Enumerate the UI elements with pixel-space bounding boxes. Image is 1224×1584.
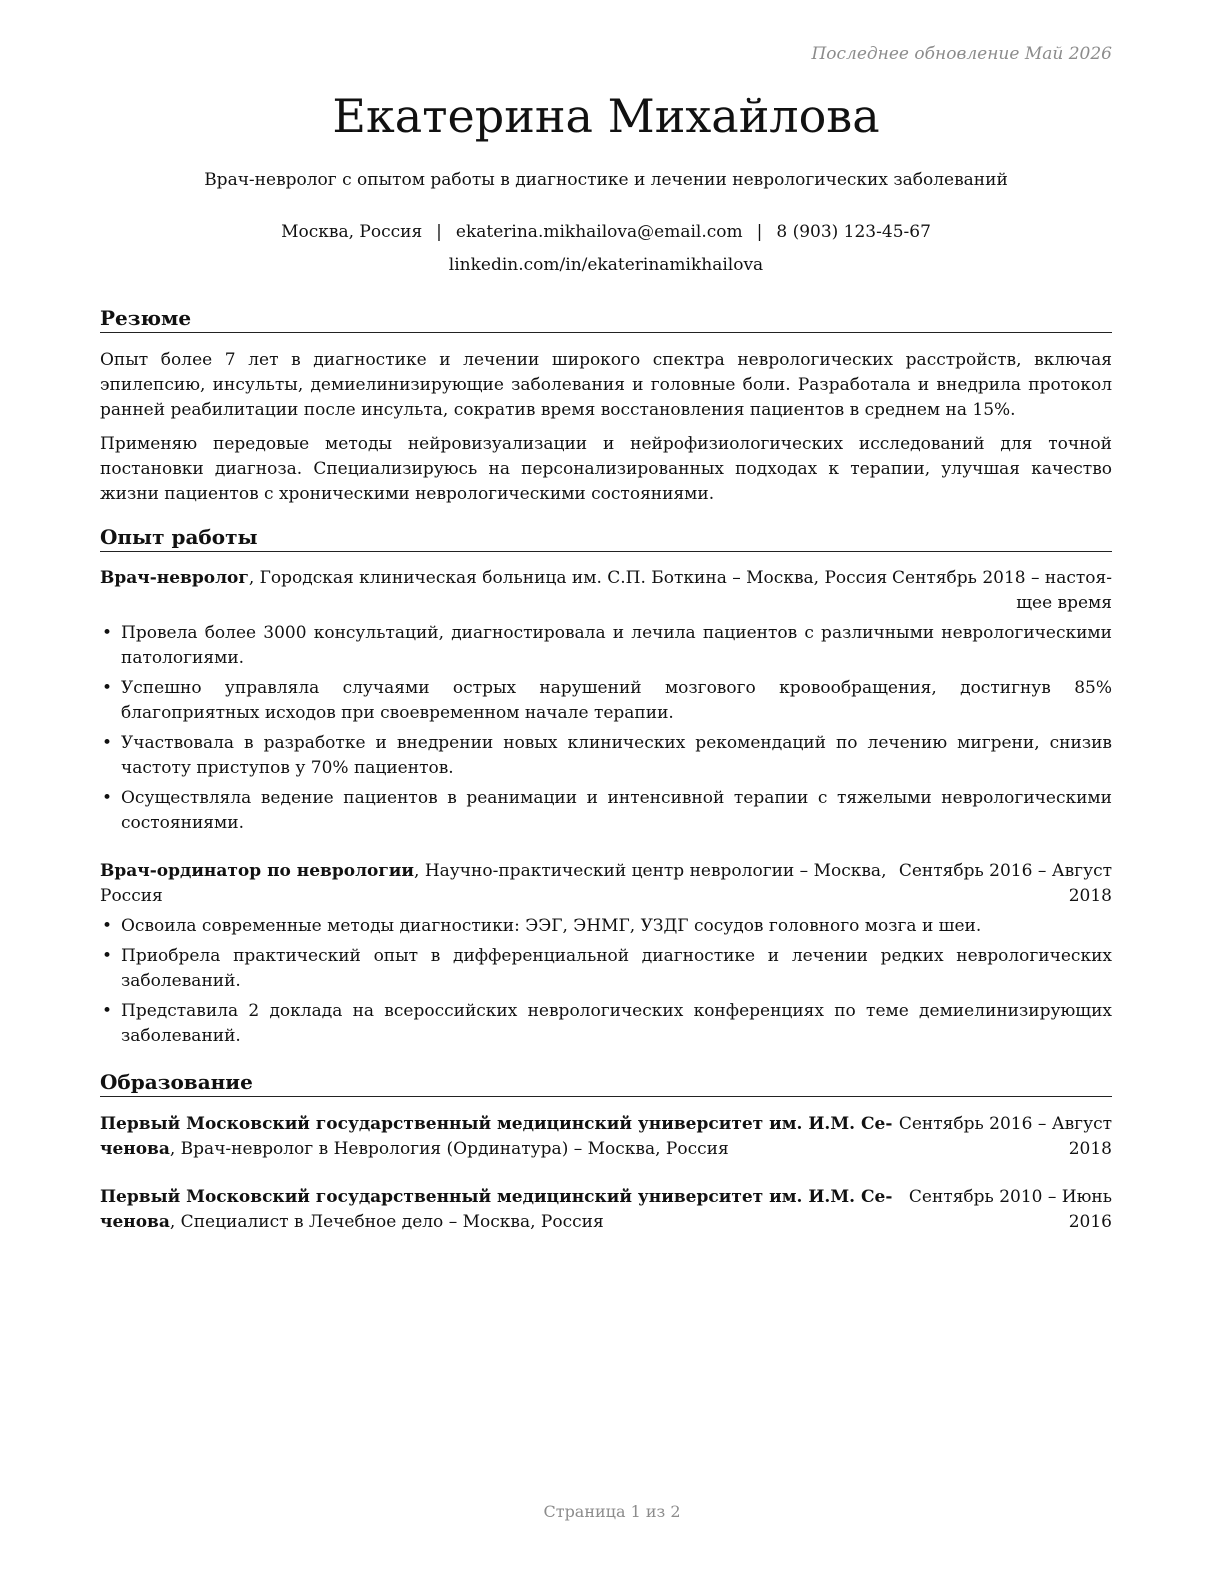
- job-org-line2: Россия: [100, 886, 163, 906]
- linkedin-link[interactable]: linkedin.com/in/ekaterinamikhailova: [448, 255, 764, 275]
- job-dates-line1: Сентябрь 2016 – Август: [898, 861, 1112, 881]
- degree: , Врач-невролог в Неврология (Ординатура) – Москва, Россия: [169, 1139, 729, 1159]
- list-item: • Осуществляла ведение пациентов в реанимации и интенсивной терапии с тяжелыми неврологическими состояниями.: [100, 786, 1112, 836]
- job-bullets: [100, 621, 1112, 841]
- summary-paragraph: Применяю передовые методы нейровизуализации и нейрофизиологических исследований для точной постановки диагноза. Специализируюсь на персонализированных подходах к терапии, улучшая качество жизни пациентов с хроническими неврологическими состояниями.: [100, 434, 1112, 504]
- job-dates-line1: Сентябрь 2018 – настоя-: [892, 568, 1112, 588]
- job-title-line: [100, 859, 886, 909]
- education-dates-line2: 2016: [1068, 1212, 1112, 1232]
- job-dates-line2: щее время: [1016, 593, 1112, 613]
- school-line: [100, 1112, 892, 1162]
- last-updated: Последнее обновление Май 2026: [811, 44, 1112, 64]
- school-name: Первый Московский государственный медицинский университет им. И.М. Се-: [100, 1187, 893, 1207]
- school-name: Первый Московский государственный медицинский университет им. И.М. Се-: [100, 1114, 893, 1134]
- email-link[interactable]: ekaterina.mikhailova@email.com: [455, 222, 743, 242]
- phone: 8 (903) 123-45-67: [776, 222, 931, 242]
- summary-paragraph: Опыт более 7 лет в диагностике и лечении широкого спектра неврологических расстройств, включая эпилепсию, инсульты, демиелинизирующие заболевания и головные боли. Разработала и внедрила протокол ранней реабилитации после инсульта, сократив время восстановления пациентов в среднем на 15%.: [100, 350, 1112, 420]
- education-dates: [909, 1185, 1112, 1235]
- education-dates: [899, 1112, 1112, 1162]
- education-dates-line1: Сентябрь 2010 – Июнь: [908, 1187, 1112, 1207]
- job-dates-line2: 2018: [1068, 886, 1112, 906]
- job-dates: [899, 859, 1112, 909]
- tagline: Врач-невролог с опытом работы в диагностике и лечении неврологических заболеваний: [204, 170, 1008, 190]
- school-name-line2: ченова: [100, 1139, 170, 1159]
- list-item: • Участвовала в разработке и внедрении новых клинических рекомендаций по лечению мигрени, снизив частоту приступов у 70% пациентов.: [100, 731, 1112, 781]
- location: Москва, Россия: [281, 222, 423, 242]
- list-item: • Освоила современные методы диагностики: ЭЭГ, ЭНМГ, УЗДГ сосудов головного мозга и шеи.: [100, 914, 1112, 939]
- list-item: • Провела более 3000 консультаций, диагностировала и лечила пациентов с различными неврологическими патологиями.: [100, 621, 1112, 671]
- section-title-education: Образование: [100, 1069, 1112, 1097]
- page-number: Страница 1 из 2: [543, 1502, 681, 1521]
- section-title-summary: Резюме: [100, 305, 1112, 333]
- job-bullets: [100, 914, 1112, 1054]
- school-name-line2: ченова: [100, 1212, 170, 1232]
- job-role: Врач-ординатор по неврологии: [100, 861, 415, 881]
- separator: |: [756, 222, 763, 242]
- degree: , Специалист в Лечебное дело – Москва, Россия: [169, 1212, 604, 1232]
- section-title-experience: Опыт работы: [100, 524, 1112, 552]
- job-dates: [892, 566, 1112, 616]
- list-item: • Представила 2 доклада на всероссийских неврологических конференциях по теме демиелинизирующих заболеваний.: [100, 999, 1112, 1049]
- list-item: • Успешно управляла случаями острых нарушений мозгового кровообращения, достигнув 85% благоприятных исходов при своевременном начале терапии.: [100, 676, 1112, 726]
- school-line: [100, 1185, 892, 1235]
- education-dates-line1: Сентябрь 2016 – Август: [898, 1114, 1112, 1134]
- job-role: Врач-невролог: [100, 568, 249, 588]
- job-org: , Городская клиническая больница им. С.П. Боткина – Москва, Россия: [248, 568, 888, 588]
- list-item: • Приобрела практический опыт в дифференциальной диагностике и лечении редких неврологических заболеваний.: [100, 944, 1112, 994]
- candidate-name: Екатерина Михайлова: [332, 89, 880, 143]
- separator: |: [436, 222, 442, 242]
- contact-line: [100, 220, 1112, 244]
- job-org: , Научно-практический центр неврологии – Москва,: [414, 861, 887, 881]
- job-title-line: [100, 566, 887, 591]
- education-dates-line2: 2018: [1068, 1139, 1112, 1159]
